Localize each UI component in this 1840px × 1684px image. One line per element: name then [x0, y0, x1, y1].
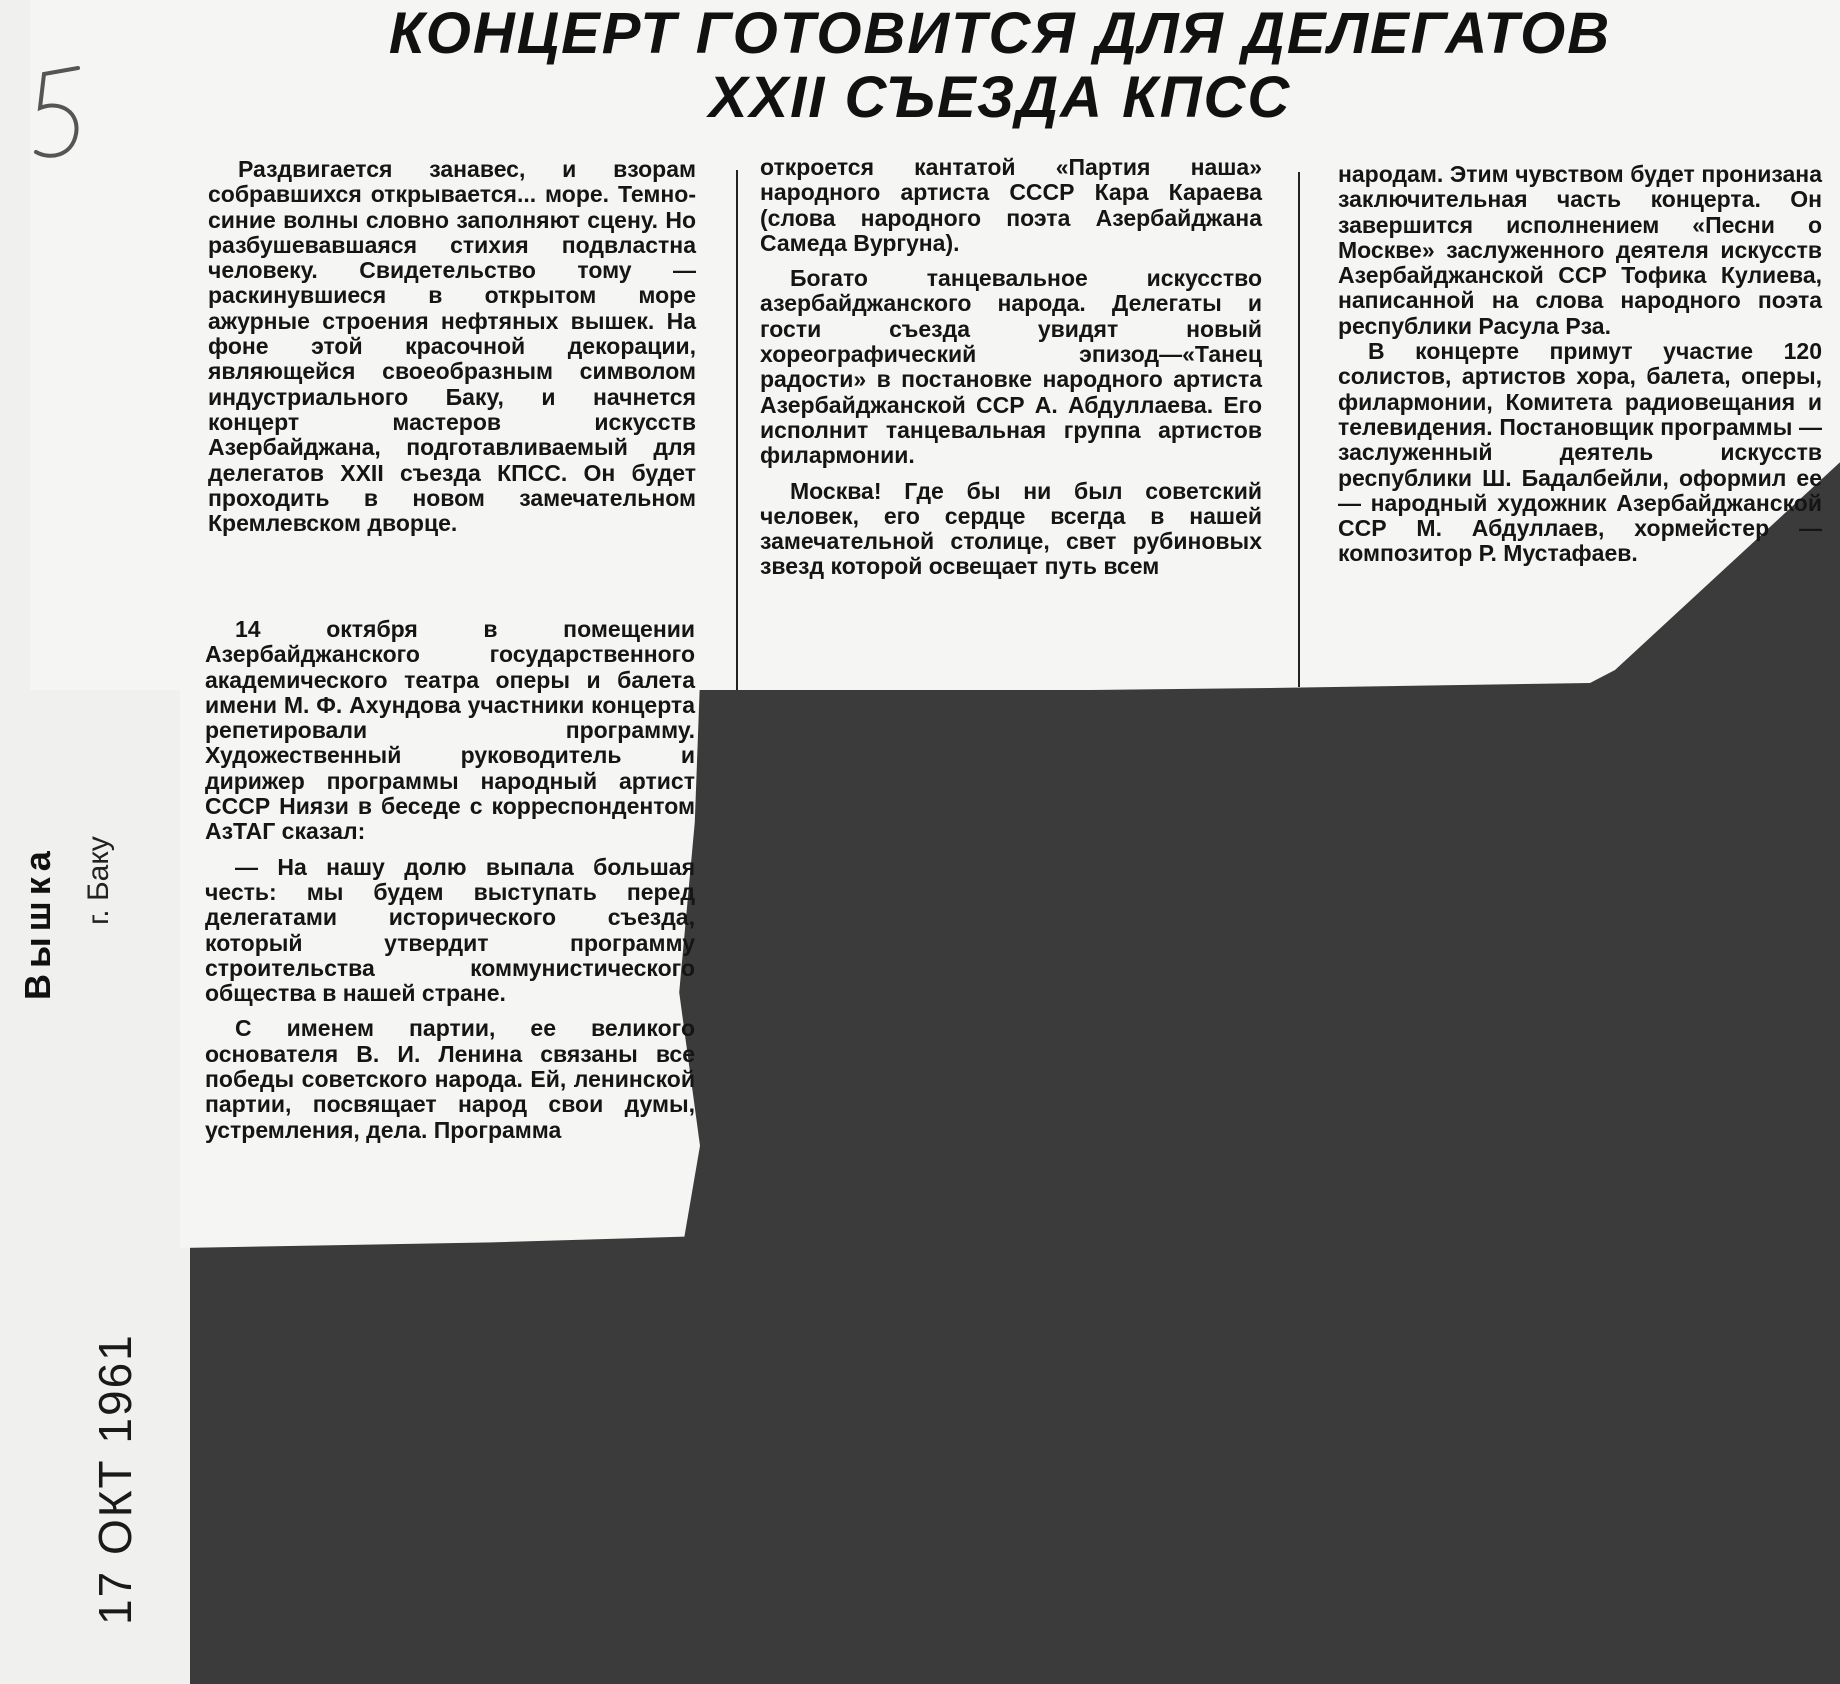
- headline: [250, 2, 1750, 130]
- article-column-3: [1338, 162, 1822, 567]
- article-paragraph: Богато танцевальное искусство азербайджанского народа. Делегаты и гости съезда увидят новый хореографический эпизод—«Танец радости» в постановке народного артиста Азербайджанской ССР А. Абдуллаева. Его исполнит танцевальная группа артистов филармонии.: [760, 265, 1262, 469]
- newspaper-city: г. Баку: [82, 836, 115, 925]
- article-column-2: [760, 155, 1262, 580]
- headline-line-1: КОНЦЕРТ ГОТОВИТСЯ ДЛЯ ДЕЛЕГАТОВ: [388, 1, 1612, 66]
- headline-line-2: XXII СЪЕЗДА КПСС: [708, 65, 1292, 130]
- column-divider: [736, 170, 738, 690]
- article-column-1-continued: [205, 617, 695, 1143]
- article-paragraph: 14 октября в помещении Азербайджанского государственного академического театра оперы и балета имени М. Ф. Ахундова участники концерта репетировали программу. Художественный руководитель и дирижер программы народный артист СССР Ниязи в беседе с корреспондентом АзТАГ сказал:: [205, 616, 695, 845]
- column-divider: [1298, 172, 1300, 687]
- article-paragraph: народам. Этим чувством будет пронизана заключительная часть концерта. Он завершится исполнением «Песни о Москве» заслуженного деятеля искусств Азербайджанской ССР Тофика Кулиева, написанной на слова народного поэта республики Расула Рза.: [1338, 161, 1822, 339]
- article-paragraph: откроется кантатой «Партия наша» народного артиста СССР Кара Караева (слова народного поэта Азербайджана Самеда Вургуна).: [760, 154, 1262, 256]
- article-paragraph: С именем партии, ее великого основателя В. И. Ленина связаны все победы советского народа. Ей, ленинской партии, посвящает народ свои думы, устремления, дела. Программа: [205, 1015, 695, 1143]
- pencil-mark-icon: [30, 60, 90, 170]
- article-paragraph: — На нашу долю выпала большая честь: мы будем выступать перед делегатами исторического съезда, который утвердит программу строительства коммунистического общества в нашей стране.: [205, 853, 695, 1007]
- article-paragraph: Москва! Где бы ни был советский человек, его сердце всегда в нашей замечательной столице, свет рубиновых звезд которой освещает путь всем: [760, 477, 1262, 580]
- date-stamp: 17 ОКТ 1961: [89, 1333, 141, 1625]
- article-paragraph: В концерте примут участие 120 солистов, артистов хора, балета, оперы, филармонии, Комитета радиовещания и телевидения. Постановщик программы — заслуженный деятель искусств республики Ш. Бадалбейли, оформил ее — народный художник Азербайджанской ССР М. Абдуллаев, хормейстер — композитор Р. Мустафаев.: [1338, 338, 1822, 567]
- article-paragraph: Раздвигается занавес, и взорам собравшихся открывается... море. Темно-синие волны словно заполняют сцену. Но разбушевавшаяся стихия подвластна человеку. Свидетельство тому — раскинувшиеся в открытом море ажурные строения нефтяных вышек. На фоне этой красочной декорации, являющейся своеобразным символом индустриального Баку, и начнется концерт мастеров искусств Азербайджана, подготавливаемый для делегатов XXII съезда КПСС. Он будет проходить в новом замечательном Кремлевском дворце.: [208, 156, 696, 537]
- newspaper-name: Вышка: [17, 845, 58, 1000]
- article-column-1: [208, 157, 696, 536]
